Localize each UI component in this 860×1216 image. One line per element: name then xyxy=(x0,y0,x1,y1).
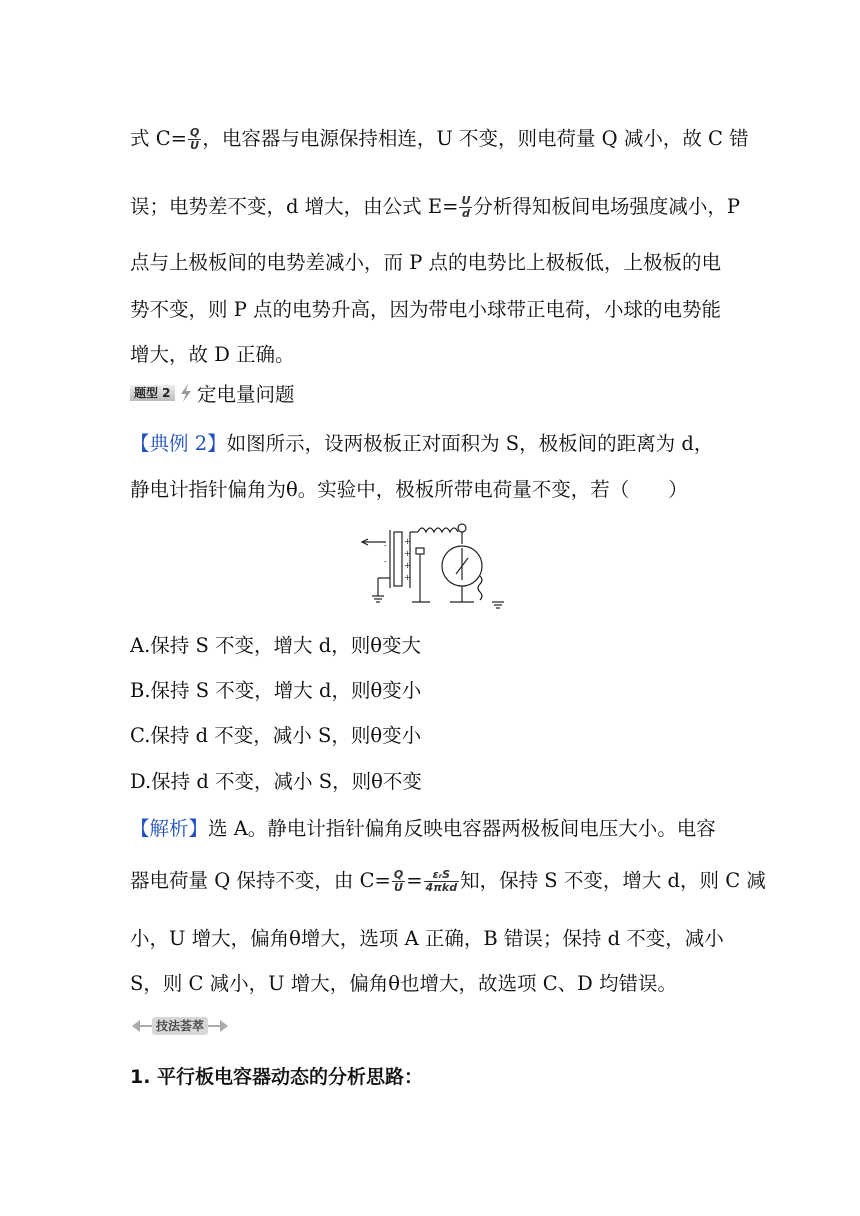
fraction-q-over-u-2: $\frac{Q}{U}$ xyxy=(393,868,404,894)
svg-text:-: - xyxy=(384,541,387,550)
option-d: D.保持 d 不变，减小 S，则θ不变 xyxy=(130,770,422,793)
para1-line2: 误；电势差不变，d 增大，由公式 E= $\frac{U}{d}$ 分析得知板间电场强度减小，P xyxy=(130,194,741,220)
tips-banner xyxy=(130,1015,230,1037)
para1-line3: 点与上极板间的电势差减小，而 P 点的电势比上极板低，上极板的电 xyxy=(130,251,722,274)
analysis-line2: 器电荷量 Q 保持不变，由 C= $\frac{Q}{U}$ = $\frac{\text{εᵣS}}{\text{4πkd}}$ 知，保持 S 不变，增大 d，则 C 减 xyxy=(130,868,766,894)
badge-label: 题型 2 xyxy=(130,385,175,401)
option-a: A.保持 S 不变，增大 d，则θ变大 xyxy=(130,634,421,657)
fraction-u-over-d: $\frac{U}{d}$ xyxy=(461,194,471,220)
para1-line1: 式 C= $\frac{Q}{U}$ ，电容器与电源保持相连，U 不变，则电荷量 Q 减小，故 C 错 xyxy=(130,126,749,152)
fraction-capacitance-formula: $\frac{\text{εᵣS}}{\text{4πkd}}$ xyxy=(425,868,458,894)
analysis-line3: 小，U 增大，偏角θ增大，选项 A 正确，B 错误；保持 d 不变，减小 xyxy=(130,927,724,950)
svg-text:+: + xyxy=(404,549,411,558)
example-tag: 【典例 2】 xyxy=(130,432,227,455)
svg-text:-: - xyxy=(384,557,387,566)
example-line2: 静电计指针偏角为θ。实验中，极板所带电荷量不变，若（ ） xyxy=(130,478,688,501)
analysis-tag: 【解析】 xyxy=(130,817,209,840)
analysis-line4: S，则 C 减小，U 增大，偏角θ也增大，故选项 C、D 均错误。 xyxy=(130,972,678,995)
capacitor-electrometer-figure xyxy=(360,518,510,610)
svg-text:+: + xyxy=(404,561,411,570)
option-c: C.保持 d 不变，减小 S，则θ变小 xyxy=(130,724,422,747)
svg-text:+: + xyxy=(404,537,411,546)
analysis-method-heading: 1. 平行板电容器动态的分析思路： xyxy=(130,1066,424,1088)
section-badge xyxy=(130,385,196,401)
section-title: 定电量问题 xyxy=(197,383,295,406)
fraction-q-over-u: $\frac{Q}{U}$ xyxy=(189,126,200,152)
option-b: B.保持 S 不变，增大 d，则θ变小 xyxy=(130,679,422,702)
example-line1: 【典例 2】如图所示，设两极板正对面积为 S，极板间的距离为 d， xyxy=(130,432,714,455)
para1-line5: 增大，故 D 正确。 xyxy=(130,343,295,366)
analysis-line1: 【解析】选 A。静电计指针偏角反映电容器两极板间电压大小。电容 xyxy=(130,817,716,840)
lightning-icon xyxy=(176,383,196,403)
svg-text:+: + xyxy=(404,573,411,582)
tips-label: 技法荟萃 xyxy=(155,1019,204,1033)
para1-line4: 势不变，则 P 点的电势升高，因为带电小球带正电荷，小球的电势能 xyxy=(130,298,722,321)
